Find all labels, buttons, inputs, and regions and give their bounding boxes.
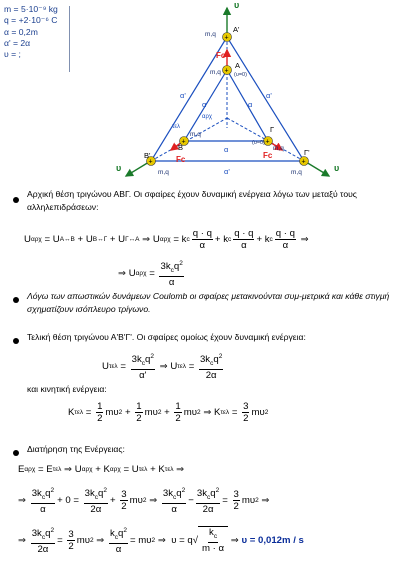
frac-denominator: 2α — [90, 504, 102, 516]
num-part: 3k — [162, 488, 174, 500]
frac-denominator: 2 — [97, 413, 103, 424]
given-mass: m = 5·10⁻⁹ kg — [4, 4, 58, 14]
eq-k: k — [223, 234, 228, 245]
num-sub: c — [210, 360, 214, 368]
equation-kinetic-energy — [68, 401, 268, 424]
eq-implies: ⇒ — [18, 534, 27, 546]
fraction — [233, 228, 254, 251]
eq-plus: + — [110, 494, 116, 506]
conservation-heading: Διατήρηση της Ενέργειας: — [27, 444, 125, 454]
eq-subscript: c — [186, 236, 190, 243]
frac-numerator: 3 — [243, 401, 249, 412]
mq-label-b: m,q — [190, 131, 201, 138]
num-part: 3k — [84, 488, 95, 500]
eq-sup: 2 — [197, 409, 201, 416]
eq-equals: = — [231, 407, 238, 418]
equation-conservation-3: ⇒ $\frac{3k_cq^2}{2\alpha}$ = $\frac{3}{2}$ mυ 2 ⇒ $\frac{k_cq^2}{\alpha}$ = mυ 2 ⇒ υ = q √ $\frac{k_c}{m \cdot \alpha}$ ⇒ υ = 0,012m / s — [18, 527, 304, 556]
num-part: q — [98, 488, 104, 500]
eq-sup: 2 — [157, 409, 162, 416]
eq-implies: ⇒ — [142, 234, 151, 245]
eq-plus: + — [124, 407, 131, 418]
frac-denominator: 2 — [121, 500, 127, 512]
frac-numerator — [31, 525, 55, 544]
eq-symbol: E — [18, 464, 25, 475]
fraction — [67, 529, 74, 552]
eq-plus: + — [150, 464, 156, 475]
num-part: q — [210, 488, 216, 500]
equation-initial-result — [118, 258, 186, 288]
svg-text:+: + — [148, 158, 153, 166]
vertex-label-a: A — [235, 61, 241, 70]
eq-equals: = — [85, 407, 92, 418]
svg-text:+: + — [301, 158, 306, 166]
final-heading: Τελική θέση τριγώνου Α'Β'Γ'. Οι σφαίρες ομοίως έχουν δυναμική ενέργεια: — [27, 332, 306, 342]
eq-equals: = — [173, 234, 179, 245]
eq-plus: + — [77, 234, 84, 245]
eq-subscript: τελ — [138, 466, 148, 473]
force-label-g: Fc — [263, 151, 273, 160]
eq-symbol: K — [103, 464, 110, 475]
eq-equals: = — [188, 360, 195, 372]
eq-implies: ⇒ — [261, 494, 270, 506]
frac-numerator — [159, 258, 183, 277]
num-sup: 2 — [181, 487, 186, 494]
eq-sup: 2 — [264, 409, 269, 416]
side-label-outer-left: α' — [180, 91, 186, 100]
frac-numerator — [162, 485, 186, 504]
eq-symbol: U — [24, 234, 31, 245]
num-sup: 2 — [215, 487, 220, 494]
vertex-label-a-prime: A' — [233, 25, 240, 34]
velocity-label-g: υ — [334, 163, 340, 173]
num-sup: 2 — [50, 527, 55, 534]
num-part: q — [118, 528, 124, 540]
num-part: 3k — [31, 528, 42, 540]
eq-sup: 2 — [118, 409, 123, 416]
fraction — [199, 351, 223, 381]
eq-symbol: U — [118, 234, 126, 245]
fraction — [242, 401, 249, 424]
eq-implies: ⇒ — [149, 494, 158, 506]
frac-denominator: 2α — [202, 504, 214, 516]
num-part: k — [209, 527, 214, 539]
num-sub: c — [173, 494, 177, 502]
frac-denominator: α — [40, 504, 46, 516]
eq-subscript: τελ — [164, 466, 174, 473]
charge-g-prime — [300, 157, 309, 166]
eq-subscript: τελ — [177, 362, 187, 370]
given-data-block — [4, 4, 68, 60]
frac-numerator — [131, 351, 155, 370]
eq-implies: ⇒ — [300, 234, 309, 245]
eq-subscript: τελ — [220, 409, 230, 416]
eq-symbol: U — [152, 234, 160, 245]
eq-plus: + — [256, 234, 263, 245]
fraction — [31, 485, 55, 515]
num-part: q — [45, 528, 51, 540]
frac-denominator: α — [282, 240, 289, 251]
upsilon-zero-a: (υ=0) — [234, 72, 247, 78]
eq-symbol: U — [52, 234, 60, 245]
eq-term: mυ — [76, 534, 90, 546]
velocity-label-b: υ — [116, 163, 122, 173]
num-part: 3k — [31, 488, 42, 500]
frac-numerator — [109, 525, 128, 544]
num-sup: 2 — [103, 487, 108, 494]
eq-k: k — [264, 234, 270, 245]
eq-term: mυ — [241, 494, 256, 506]
frac-denominator: 2 — [233, 500, 239, 512]
side-label-inner-bottom: α — [224, 145, 229, 154]
frac-numerator: 1 — [136, 401, 142, 412]
fraction — [192, 228, 213, 251]
eq-implies: ⇒ — [118, 267, 127, 279]
initial-heading: Αρχική θέση τριγώνου ΑΒΓ. Οι σφαίρες έχουν δυναμική ενέργεια λόγω των μεταξύ τους αλληλεπιδράσεων: — [27, 189, 357, 212]
eq-symbol: U — [128, 267, 136, 279]
frac-denominator: 2α — [37, 544, 49, 556]
eq-plus: + — [214, 234, 221, 245]
eq-symbol: U — [131, 464, 139, 475]
num-part: q — [145, 354, 151, 366]
eq-subscript: αρχ — [109, 466, 121, 473]
eq-subscript: τελ — [108, 362, 118, 370]
given-unknown: υ = ; — [4, 49, 21, 60]
eq-symbol: K — [158, 464, 165, 475]
eq-implies: ⇒ — [203, 407, 212, 418]
velocity-arrow-b — [126, 162, 149, 176]
fraction — [109, 525, 128, 555]
eq-equals: = — [37, 464, 44, 475]
frac-numerator — [84, 485, 108, 504]
median-b — [151, 118, 227, 161]
eq-implies: ⇒ — [64, 464, 73, 475]
fraction — [162, 485, 186, 515]
eq-equals: = — [149, 267, 155, 279]
frac-numerator: q · q — [234, 228, 254, 239]
num-part: q — [213, 354, 219, 366]
num-part: 3k — [196, 488, 208, 500]
square-root: √ $\frac{k_c}{m \cdot \alpha}$ — [193, 526, 228, 554]
upsilon-zero-g: (υ=0) — [252, 140, 265, 146]
frac-denominator: α — [171, 504, 177, 516]
svg-text:+: + — [224, 34, 229, 42]
side-label-outer-bottom: α' — [224, 167, 230, 176]
eq-subscript: c — [227, 236, 232, 243]
num-sub: c — [41, 494, 46, 502]
bullet-final — [13, 338, 19, 344]
eq-equals: = — [73, 494, 79, 506]
side-label-inner-left: α — [202, 100, 207, 109]
eq-equals: = — [44, 234, 51, 245]
fraction — [135, 401, 142, 424]
fraction — [275, 228, 296, 251]
eq-minus: − — [188, 494, 194, 506]
fraction — [233, 489, 240, 512]
equation-final-energy — [102, 351, 225, 381]
frac-numerator: q · q — [192, 228, 212, 239]
num-sup: 2 — [179, 260, 183, 267]
num-sub: c — [141, 360, 145, 368]
svg-text:+: + — [265, 138, 270, 146]
mq-label-g: m,q — [273, 145, 284, 152]
num-part: q — [173, 261, 180, 273]
eq-subscript: αρχ — [135, 269, 147, 277]
eq-implies: ⇒ — [159, 360, 168, 372]
eq-symbol: U — [170, 360, 178, 372]
final-result: υ = 0,012m / s — [241, 534, 304, 546]
eq-equals: = — [120, 360, 126, 372]
frac-numerator: 1 — [97, 401, 103, 412]
eq-implies: ⇒ — [157, 534, 166, 546]
eq-symbol: E — [46, 464, 53, 475]
triangle-figure — [108, 0, 368, 190]
given-divider — [69, 6, 70, 72]
num-sup: 2 — [50, 487, 55, 494]
svg-text:+: + — [181, 138, 186, 146]
fraction — [120, 489, 127, 512]
given-side-final: α' = 2α — [4, 37, 31, 48]
eq-subscript: Β↔Γ — [92, 236, 108, 243]
fraction — [174, 401, 181, 424]
coulomb-note: Λόγω των απωστικών δυνάμεων Coulomb οι σφαίρες μετακινούνται συμ-μετρικά και κάθε στιγμή σχηματίζουν ισόπλευρο τρίγωνο. — [27, 291, 390, 314]
side-label-outer-right: α' — [266, 91, 272, 100]
eq-symbol: U — [102, 360, 109, 372]
eq-term: mυ — [251, 407, 265, 418]
eq-equals: = — [123, 464, 130, 475]
bullet-initial — [13, 197, 19, 203]
frac-denominator: α — [168, 277, 175, 289]
eq-subscript: Α↔Β — [59, 236, 75, 243]
eq-plus: + — [57, 494, 63, 506]
mq-label-g-prime: m,q — [291, 169, 302, 176]
eq-sup: 2 — [255, 496, 259, 504]
eq-term: mυ — [183, 407, 198, 418]
equation-conservation-2 — [18, 485, 269, 515]
frac-numerator: 3 — [68, 528, 74, 540]
side-label-inner-right: α — [248, 100, 253, 109]
eq-equals: = — [222, 494, 228, 506]
frac-numerator — [196, 485, 220, 504]
given-charge: q = +2·10⁻⁶ C — [4, 15, 58, 26]
eq-symbol: K — [214, 407, 221, 418]
eq-plus: + — [164, 407, 170, 418]
sqrt-radicand — [198, 526, 228, 554]
frac-denominator: 2 — [243, 413, 249, 424]
fraction — [131, 351, 155, 381]
frac-denominator: α — [241, 240, 247, 251]
num-part: 3k — [160, 261, 171, 273]
fraction — [31, 525, 55, 555]
label-arx: αρχ — [202, 114, 213, 120]
eq-subscript: αρχ — [81, 466, 93, 473]
num-sub: c — [207, 494, 211, 502]
num-sub: c — [213, 533, 218, 540]
svg-text:+: + — [224, 67, 229, 75]
frac-denominator: 2 — [136, 413, 142, 424]
fraction — [202, 527, 224, 554]
mq-label-a: m,q — [210, 69, 221, 76]
frac-denominator: α — [115, 544, 122, 556]
frac-denominator: α — [199, 240, 206, 251]
eq-term: mυ — [138, 534, 152, 546]
num-sub: c — [94, 494, 99, 502]
frac-denominator: α' — [139, 370, 147, 382]
eq-k: k — [181, 234, 187, 245]
num-part: 3k — [131, 354, 142, 366]
eq-term: mυ — [105, 407, 119, 418]
eq-implies: ⇒ — [230, 534, 239, 546]
eq-subscript: αρχ — [24, 466, 36, 473]
eq-symbol: U — [74, 464, 82, 475]
fraction — [196, 485, 220, 515]
frac-denominator: 2 — [68, 540, 74, 552]
mq-label-b-prime: m,q — [158, 169, 169, 176]
eq-subscript: αρχ — [159, 236, 171, 243]
frac-denominator: m · α — [202, 543, 225, 554]
vertex-label-b: B — [178, 143, 184, 152]
equation-initial-energy — [24, 228, 309, 251]
eq-plus: + — [109, 234, 116, 245]
fraction — [159, 258, 183, 288]
force-label-a: Fc — [216, 51, 226, 60]
num-part: q — [176, 488, 182, 500]
eq-symbol: U — [85, 234, 93, 245]
velocity-arrow-g — [306, 162, 329, 176]
mq-label-a-prime: m,q — [205, 31, 216, 38]
frac-numerator: q · q — [275, 228, 295, 239]
eq-subscript: αρχ — [30, 236, 42, 243]
given-side: α = 0,2m — [4, 26, 38, 37]
charge-a-prime — [223, 33, 232, 42]
eq-sup: 2 — [142, 496, 147, 504]
bullet-coulomb — [13, 297, 19, 303]
num-part: q — [45, 488, 51, 500]
fraction — [96, 401, 103, 424]
eq-plus: + — [95, 464, 101, 475]
num-sup: 2 — [123, 527, 127, 534]
frac-numerator: 3 — [121, 488, 127, 500]
kinetic-heading: και κινητική ενέργεια: — [27, 384, 107, 394]
frac-numerator — [31, 485, 55, 504]
eq-subscript: Γ↔Α — [125, 236, 140, 243]
velocity-label-a: υ — [234, 0, 240, 10]
num-sup: 2 — [150, 353, 154, 360]
bullet-conservation — [13, 450, 19, 456]
vertex-label-b-prime: B' — [144, 151, 151, 160]
equation-conservation-1 — [18, 464, 184, 475]
eq-term: mυ — [144, 407, 158, 418]
fraction — [84, 485, 108, 515]
vertex-label-g-prime: Γ' — [304, 148, 310, 157]
eq-implies: ⇒ — [176, 464, 185, 475]
frac-numerator — [199, 351, 223, 370]
num-sup: 2 — [218, 353, 223, 360]
num-part: 3k — [199, 354, 211, 366]
frac-numerator — [208, 527, 218, 543]
eq-subscript: c — [269, 236, 273, 243]
eq-term: mυ — [129, 494, 143, 506]
frac-denominator: 2α — [205, 370, 217, 382]
force-label-b: Fc — [176, 155, 186, 164]
vertex-label-g: Γ — [270, 125, 275, 134]
eq-zero: 0 — [65, 494, 71, 506]
eq-equals: = — [129, 534, 136, 546]
num-sub: c — [170, 267, 174, 275]
eq-subscript: τελ — [52, 466, 62, 473]
num-sub: c — [41, 534, 46, 542]
charge-a — [223, 66, 232, 75]
eq-equals: = — [57, 534, 63, 546]
eq-symbol: K — [68, 407, 75, 418]
frac-denominator: 2 — [175, 413, 181, 424]
eq-implies: ⇒ — [96, 534, 105, 546]
frac-numerator: 1 — [175, 401, 181, 412]
num-part: k — [109, 528, 115, 540]
eq-sup: 2 — [89, 536, 94, 544]
eq-sup: 2 — [151, 536, 156, 544]
eq-subscript: τελ — [74, 409, 84, 416]
frac-numerator: 3 — [233, 488, 239, 500]
label-tel: τελ — [172, 124, 181, 130]
eq-implies: ⇒ — [18, 494, 27, 506]
num-sub: c — [114, 534, 119, 542]
eq-equals: = — [179, 534, 185, 546]
